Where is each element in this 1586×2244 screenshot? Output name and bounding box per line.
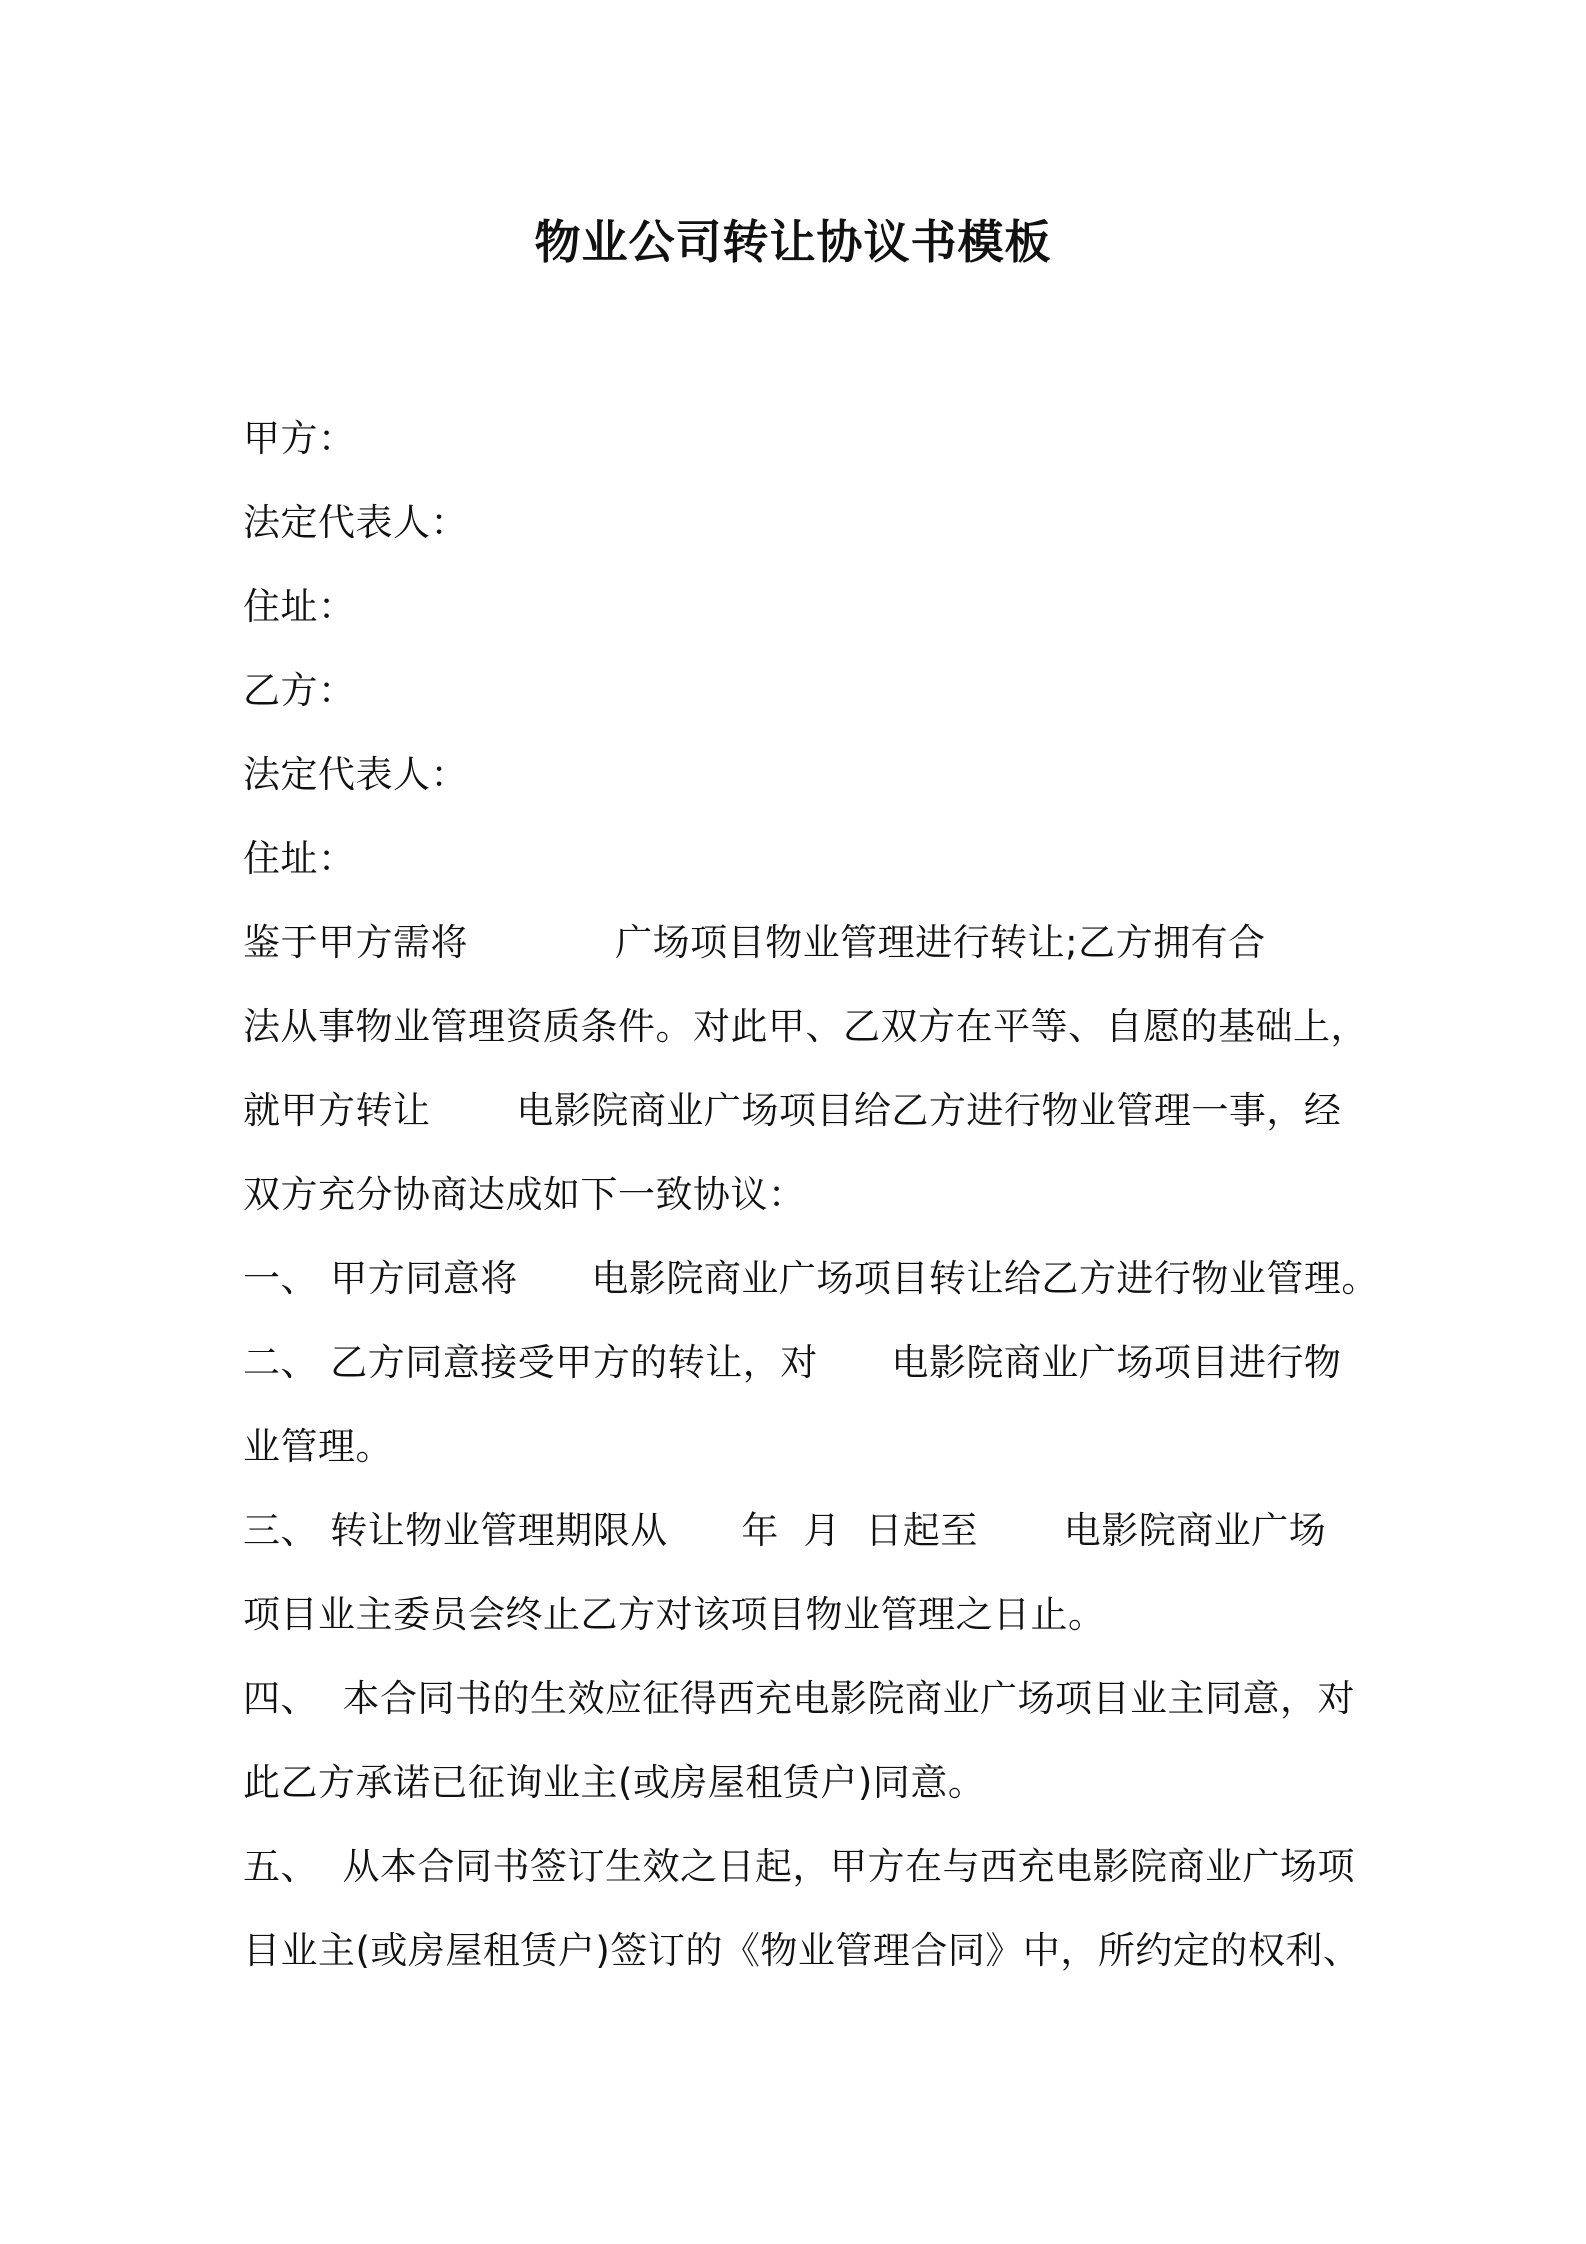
clause-2-line: 二、 乙方同意接受甲方的转让，对 电影院商业广场项目进行物 — [243, 1341, 1342, 1384]
party-b-label: 乙方： — [243, 669, 356, 712]
clause-4-line: 此乙方承诺已征询业主(或房屋租赁户)同意。 — [243, 1761, 986, 1804]
preamble-line: 鉴于甲方需将 广场项目物业管理进行转让;乙方拥有合 — [243, 921, 1266, 964]
clause-1-line: 一、 甲方同意将 电影院商业广场项目转让给乙方进行物业管理。 — [243, 1257, 1379, 1300]
clause-2-line: 业管理。 — [243, 1425, 393, 1468]
preamble-line: 双方充分协商达成如下一致协议： — [243, 1173, 806, 1216]
party-a-legal-rep-label: 法定代表人： — [243, 501, 468, 544]
clause-3-line: 三、 转让物业管理期限从 年 月 日起至 电影院商业广场 — [243, 1509, 1327, 1552]
preamble-line: 法从事物业管理资质条件。对此甲、乙双方在平等、自愿的基础上， — [243, 1005, 1368, 1048]
party-a-address-label: 住址： — [243, 585, 356, 628]
party-b-legal-rep-label: 法定代表人： — [243, 753, 468, 796]
party-b-address-label: 住址： — [243, 837, 356, 880]
preamble-line: 就甲方转让 电影院商业广场项目给乙方进行物业管理一事，经 — [243, 1089, 1342, 1132]
party-a-label: 甲方： — [243, 417, 356, 460]
document-title: 物业公司转让协议书模板 — [534, 215, 1052, 269]
clause-3-line: 项目业主委员会终止乙方对该项目物业管理之日止。 — [243, 1593, 1106, 1636]
clause-5-line: 目业主(或房屋租赁户)签订的《物业管理合同》中，所约定的权利、 — [243, 1929, 1361, 1972]
clause-5-line: 五、 从本合同书签订生效之日起，甲方在与西充电影院商业广场项 — [243, 1845, 1356, 1888]
clause-4-line: 四、 本合同书的生效应征得西充电影院商业广场项目业主同意，对 — [243, 1677, 1356, 1720]
